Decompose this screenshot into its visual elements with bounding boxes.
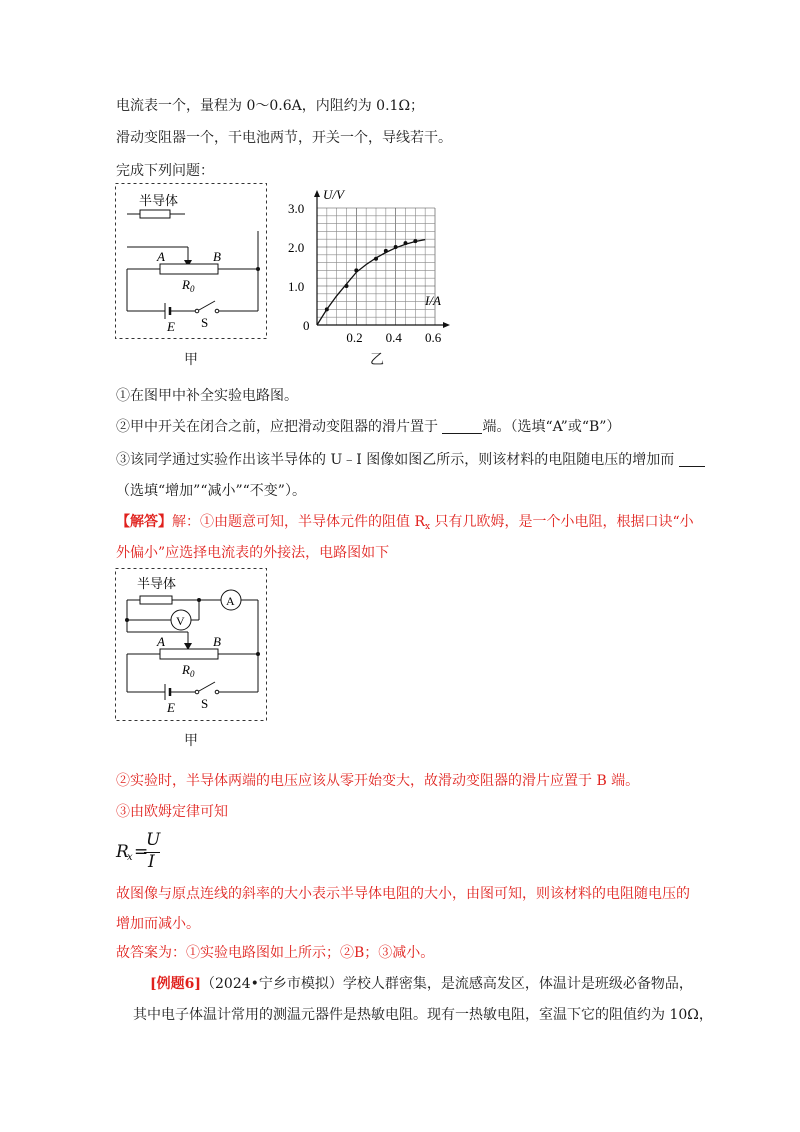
data-point [345, 284, 349, 288]
intro-line-1: 电流表一个，量程为 0～0.6A，内阻约为 0.1Ω； [116, 98, 425, 114]
question-3-options: （选填“增加”“减小”“不变”）。 [116, 483, 306, 499]
formula-r: R [116, 842, 129, 862]
answer-blank-3 [679, 452, 705, 467]
data-point [413, 239, 417, 243]
rheostat-label: $R_0$ [182, 277, 195, 294]
terminal-b-label: B [213, 249, 221, 264]
semiconductor-label: 半导体 [139, 193, 179, 208]
data-point [325, 307, 329, 311]
semiconductor-resistor [140, 596, 172, 604]
terminal-b-label: B [213, 634, 221, 649]
data-point [394, 245, 398, 249]
semiconductor-label: 半导体 [137, 576, 177, 591]
origin-label: 0 [303, 318, 310, 333]
y-tick-label: 2.0 [288, 240, 305, 255]
rheostat [160, 649, 218, 659]
example-6-line-2: 其中电子体温计常用的测温元器件是热敏电阻。现有一热敏电阻，室温下它的阻值约为 10Ω， [133, 1007, 713, 1023]
data-point [374, 257, 378, 261]
terminal-a-label: A [157, 249, 165, 264]
solution-step-3: ③由欧姆定律可知 [116, 804, 228, 820]
intro-line-3: 完成下列问题： [116, 163, 214, 179]
question-2: ②甲中开关在闭合之前，应把滑动变阻器的滑片置于 端。（选填“A”或“B”） [116, 419, 621, 435]
battery-label: E [167, 319, 175, 334]
figure-caption-jia: 甲 [184, 352, 198, 368]
x-tick-label: 0.2 [346, 330, 363, 345]
x-axis-title: I/A [425, 293, 441, 308]
formula-denominator: I [148, 852, 155, 872]
x-tick-label: 0.6 [425, 330, 442, 345]
rheostat-label: $R_0$ [182, 662, 195, 679]
question-3: ③该同学通过实验作出该半导体的 U﹣I 图像如图乙所示，则该材料的电阻随电压的增加而 [116, 450, 705, 470]
semiconductor-resistor [140, 210, 170, 218]
final-answer: 故答案为：①实验电路图如上所示；②B；③减小。 [116, 945, 435, 961]
x-axis-arrow [443, 322, 450, 328]
y-tick-label: 1.0 [288, 279, 305, 294]
formula-equals: = [134, 842, 149, 862]
ui-graph [285, 185, 465, 360]
switch-label: S [201, 315, 209, 330]
ohm-formula [116, 832, 176, 872]
example-6-line-1: [例题6]（2024•宁乡市模拟）学校人群密集，是流感高发区，体温计是班级必备物品， [150, 976, 693, 992]
formula-numerator: U [146, 830, 161, 850]
switch-label: S [201, 696, 209, 711]
answer-line-1: 【解答】解：①由题意可知，半导体元件的阻值 $R_x$ 只有几欧姆，是一个小电阻，根据口诀“小 [116, 514, 694, 532]
graph-caption-yi: 乙 [370, 352, 384, 368]
y-tick-label: 3.0 [288, 201, 305, 216]
x-tick-label: 0.4 [385, 330, 402, 345]
data-point [384, 249, 388, 253]
circuit-diagram-solution [115, 568, 268, 722]
battery-label: E [167, 700, 175, 715]
y-axis-arrow [314, 190, 320, 197]
circuit-diagram-question [115, 183, 268, 340]
answer-line-2: 外偏小”应选择电流表的外接法，电路图如下 [116, 545, 390, 561]
y-axis-title: U/V [323, 187, 344, 202]
data-point [354, 268, 358, 272]
terminal-a-label: A [157, 634, 165, 649]
solution-explanation-1: 故图像与原点连线的斜率的大小表示半导体电阻的大小，由图可知，则该材料的电阻随电压的 [116, 886, 690, 902]
rheostat [160, 264, 218, 274]
formula-r-sub: x [127, 852, 133, 863]
ammeter-label: A [226, 594, 235, 608]
figure-caption-jia-solution: 甲 [184, 733, 198, 749]
question-1: ①在图甲中补全实验电路图。 [116, 388, 298, 404]
data-point [404, 241, 408, 245]
voltmeter-label: V [176, 614, 185, 628]
intro-line-2: 滑动变阻器一个，干电池两节，开关一个，导线若干。 [116, 130, 452, 146]
answer-blank-2 [442, 419, 482, 434]
solution-explanation-2: 增加而减小。 [116, 916, 200, 932]
data-curve [317, 240, 425, 325]
solution-step-2: ②实验时，半导体两端的电压应该从零开始变大，故滑动变阻器的滑片应置于 B 端。 [116, 773, 640, 789]
